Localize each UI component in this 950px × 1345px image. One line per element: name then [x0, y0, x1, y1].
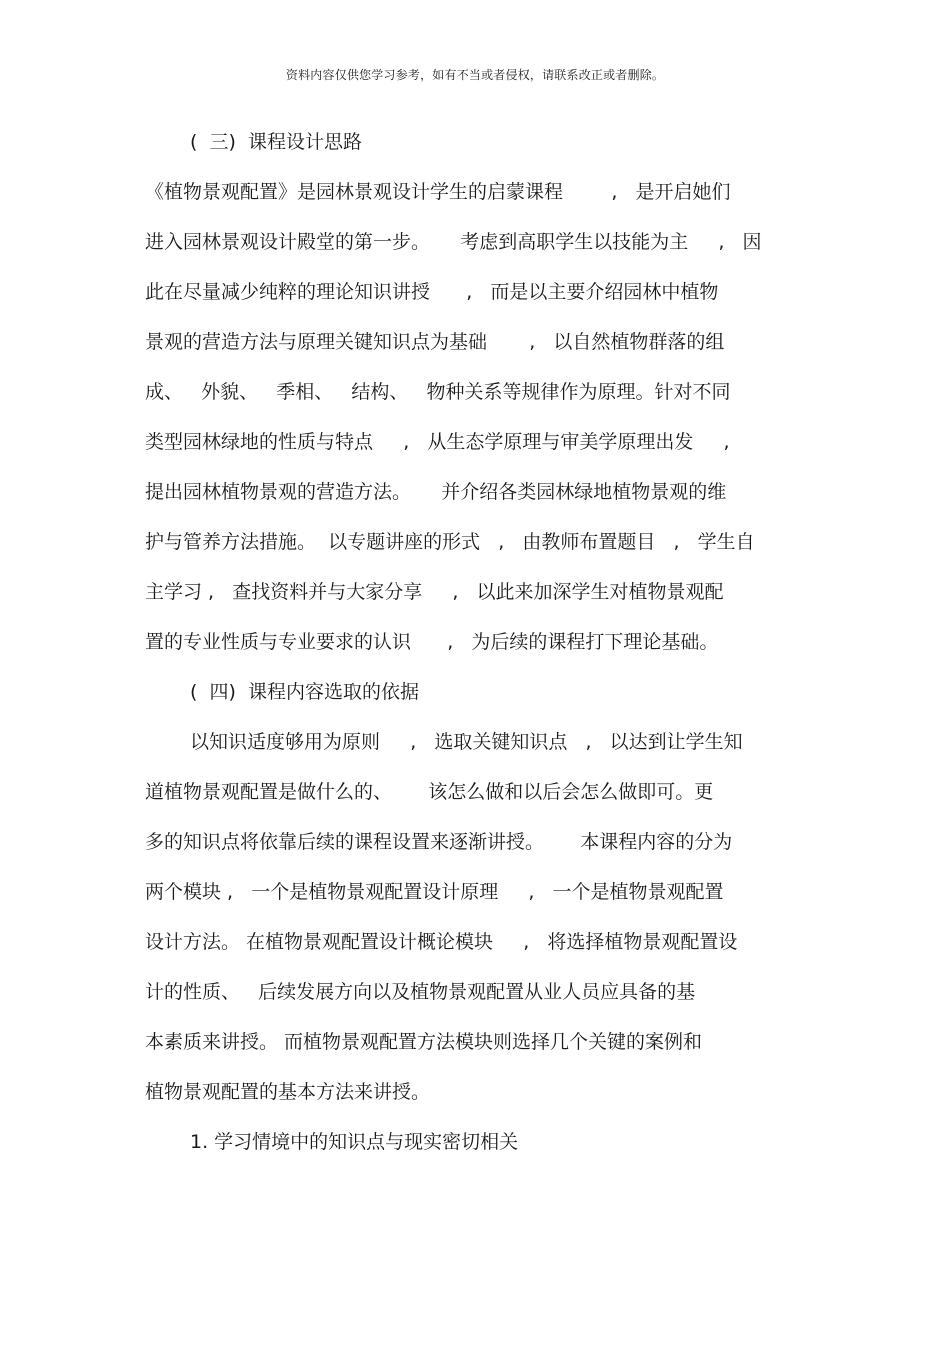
paragraph-line: 类型园林绿地的性质与特点 , 从生态学原理与审美学原理出发 , — [145, 431, 730, 453]
subsection-heading: 1. 学习情境中的知识点与现实密切相关 — [190, 1131, 519, 1153]
disclaimer-header: 资料内容仅供您学习参考，如有不当或者侵权，请联系改正或者删除。 — [285, 68, 665, 82]
paragraph-line: 植物景观配置的基本方法来讲授。 — [145, 1081, 431, 1103]
paragraph-line: 计的性质、 后续发展方向以及植物景观配置从业人员应具备的基 — [145, 981, 696, 1003]
paragraph-line: 主学习 , 查找资料并与大家分享 , 以此来加深学生对植物景观配 — [145, 581, 724, 603]
paragraph-line: 道植物景观配置是做什么的、 该怎么做和以后会怎么做即可。更 — [145, 781, 714, 803]
paragraph-line: 以知识适度够用为原则 , 选取关键知识点 , 以达到让学生知 — [190, 731, 743, 753]
section-heading-4: ( 四) 课程内容选取的依据 — [190, 681, 419, 703]
paragraph-line: 两个模块 , 一个是植物景观配置设计原理 , 一个是植物景观配置 — [145, 881, 724, 903]
paragraph-line: 护与管养方法措施。 以专题讲座的形式 , 由教师布置题目 , 学生自 — [145, 531, 755, 553]
paragraph-line: 景观的营造方法与原理关键知识点为基础 , 以自然植物群落的组 — [145, 331, 725, 353]
paragraph-line: 多的知识点将依靠后续的课程设置来逐渐讲授。 本课程内容的分为 — [145, 831, 733, 853]
paragraph-line: 提出园林植物景观的营造方法。 并介绍各类园林绿地植物景观的维 — [145, 481, 727, 503]
paragraph-line: 置的专业性质与专业要求的认识 , 为后续的课程打下理论基础。 — [145, 631, 719, 653]
paragraph-line: 本素质来讲授。 而植物景观配置方法模块则选择几个关键的案例和 — [145, 1031, 703, 1053]
section-heading-3: ( 三) 课程设计思路 — [190, 131, 362, 153]
paragraph-line: 成、 外貌、 季相、 结构、 物种关系等规律作为原理。针对不同 — [145, 381, 731, 403]
paragraph-line: 进入园林景观设计殿堂的第一步。 考虑到高职学生以技能为主 , 因 — [145, 231, 762, 253]
paragraph-line: 《植物景观配置》是园林景观设计学生的启蒙课程 , 是开启她们 — [145, 181, 731, 203]
paragraph-line: 设计方法。 在植物景观配置设计概论模块 , 将选择植物景观配置设 — [145, 931, 738, 953]
paragraph-line: 此在尽量减少纯粹的理论知识讲授 , 而是以主要介绍园林中植物 — [145, 281, 719, 303]
